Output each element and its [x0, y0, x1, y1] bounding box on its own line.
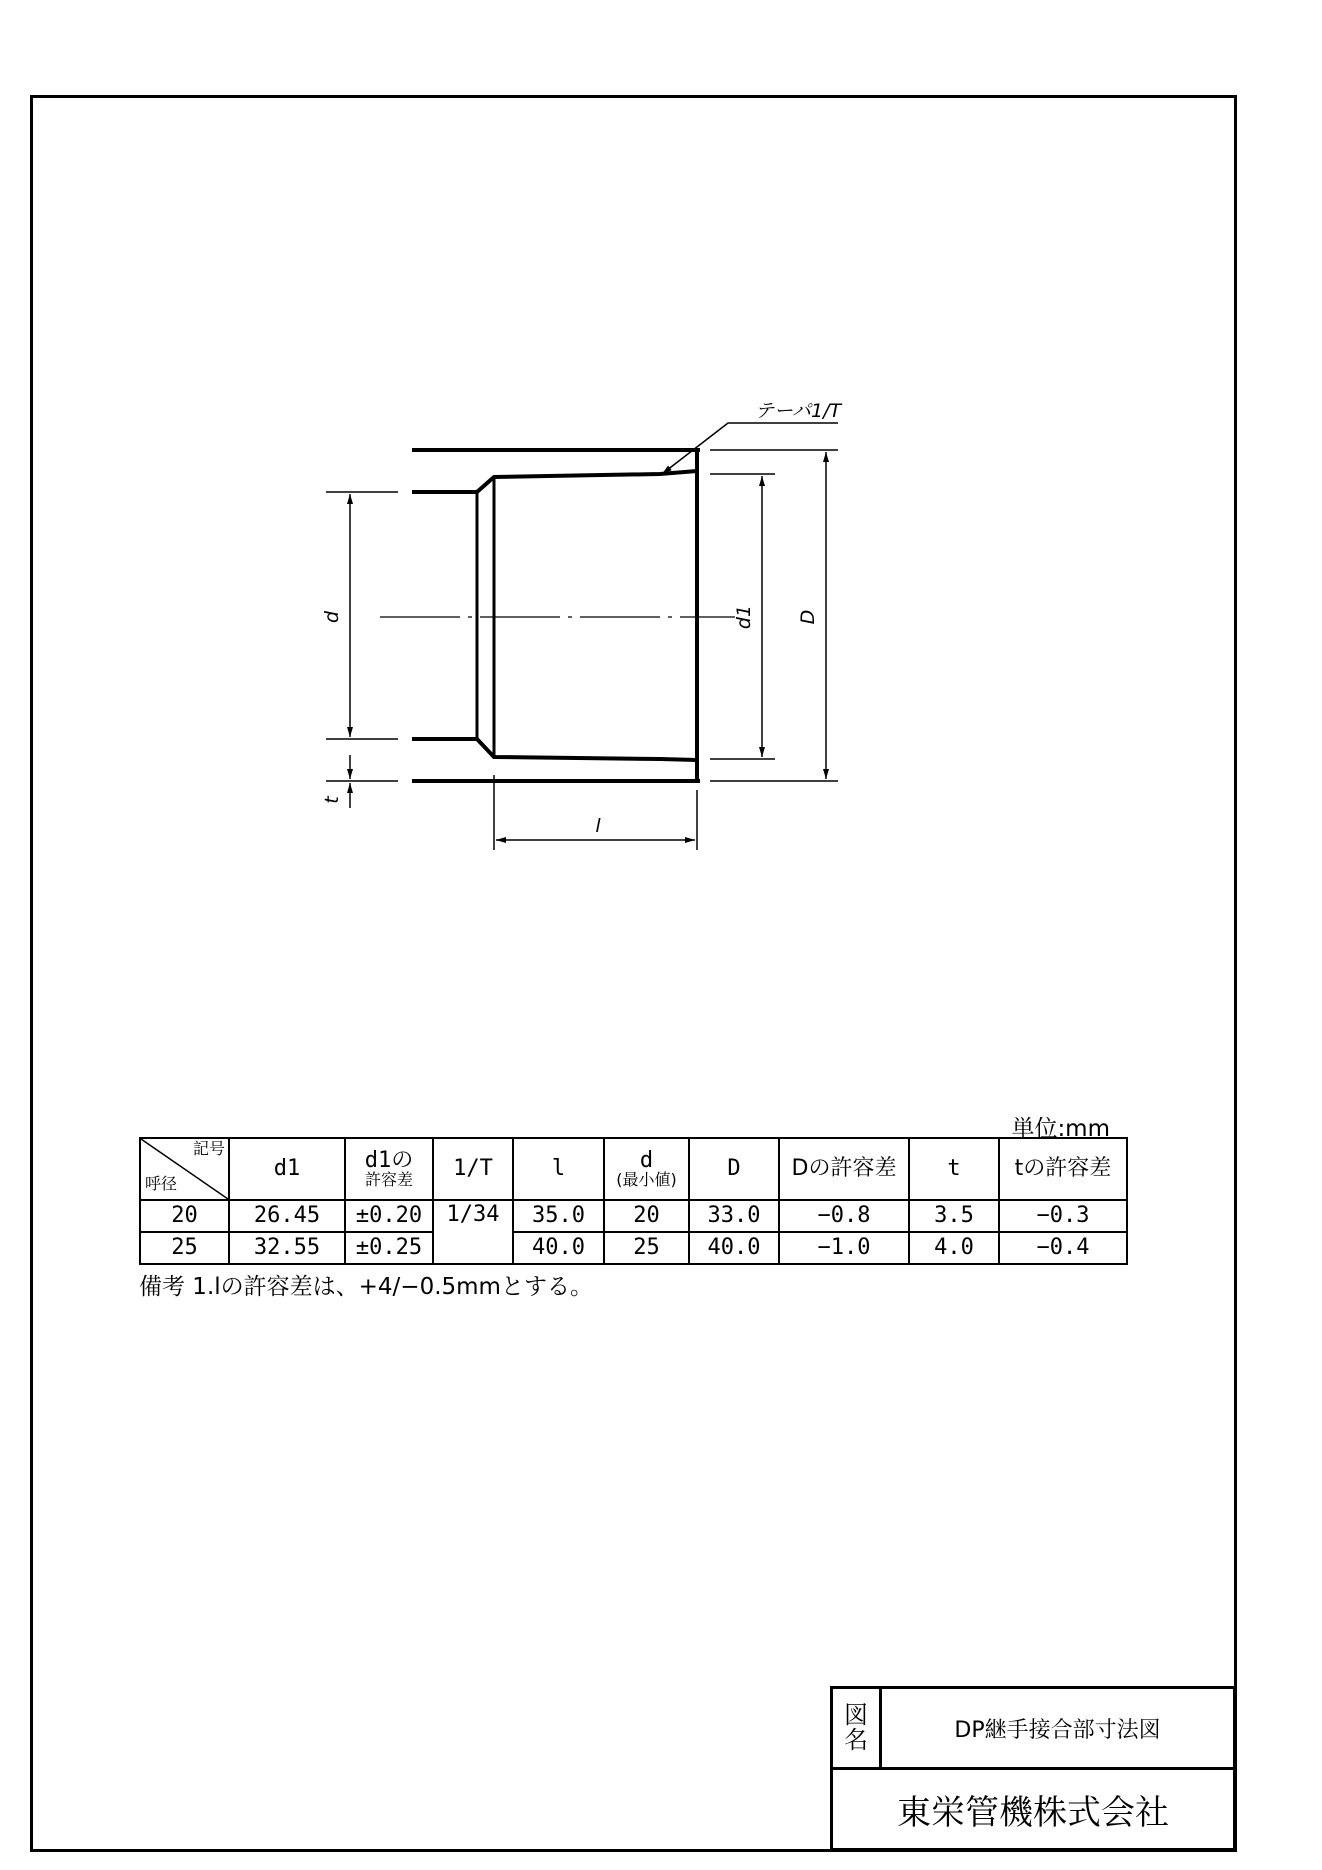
- cell-t-tol: −0.3: [999, 1200, 1127, 1232]
- drawing-name: DP継手接合部寸法図: [879, 1686, 1236, 1770]
- corner-kigo: 記号: [192, 1139, 225, 1158]
- dimension-table: [139, 1137, 1128, 1265]
- cell-d1: 26.45: [229, 1200, 345, 1232]
- cell-D: 40.0: [689, 1232, 779, 1264]
- header-taper: 1/T: [433, 1138, 513, 1200]
- cell-nominal: 20: [140, 1200, 229, 1232]
- dim-label-D: D: [797, 609, 819, 625]
- cell-d: 20: [604, 1200, 689, 1232]
- cell-l: 40.0: [513, 1232, 604, 1264]
- dimension-lines: [350, 423, 838, 840]
- pipe-outline: [380, 450, 735, 781]
- cell-t: 3.5: [909, 1200, 999, 1232]
- cell-d1-tol: ±0.20: [345, 1200, 433, 1232]
- title-block-label: [830, 1686, 882, 1770]
- header-d-top: d: [639, 1148, 654, 1174]
- table-row: [140, 1232, 1127, 1264]
- corner-yobi: 呼径: [145, 1174, 178, 1194]
- cell-d1-tol: ±0.25: [345, 1232, 433, 1264]
- corner-header: [140, 1138, 229, 1200]
- header-D-tol: Dの許容差: [779, 1138, 909, 1200]
- table-row: [140, 1200, 1127, 1232]
- label-mei: 名: [844, 1726, 868, 1754]
- remarks-note: 備考 1.lの許容差は、+4/−0.5mmとする。: [139, 1274, 593, 1300]
- header-d1: d1: [229, 1138, 345, 1200]
- cell-d1: 32.55: [229, 1232, 345, 1264]
- header-l: l: [513, 1138, 604, 1200]
- title-block: [830, 1686, 1236, 1851]
- taper-label: テーパ1/T: [755, 400, 842, 422]
- company-name: 東栄管機株式会社: [830, 1767, 1236, 1851]
- cell-D-tol: −0.8: [779, 1200, 909, 1232]
- cell-D-tol: −1.0: [779, 1232, 909, 1264]
- header-d: [604, 1138, 689, 1200]
- extension-lines: [326, 450, 838, 850]
- dim-label-t: t: [321, 796, 343, 804]
- dim-label-d: d: [321, 610, 343, 624]
- cell-l: 35.0: [513, 1200, 604, 1232]
- header-D: D: [689, 1138, 779, 1200]
- label-zu: 図: [844, 1700, 868, 1729]
- header-d1-tol-top: d1の: [364, 1148, 414, 1174]
- cell-taper: 1/34: [433, 1200, 513, 1264]
- cell-D: 33.0: [689, 1200, 779, 1232]
- cell-t: 4.0: [909, 1232, 999, 1264]
- cell-d: 25: [604, 1232, 689, 1264]
- cell-t-tol: −0.4: [999, 1232, 1127, 1264]
- header-d-bottom: (最小値): [616, 1170, 677, 1190]
- header-d1-tol-bottom: 許容差: [364, 1170, 413, 1190]
- dim-label-d1: d1: [733, 604, 755, 630]
- cell-nominal: 25: [140, 1232, 229, 1264]
- dim-label-l: l: [595, 815, 601, 837]
- header-t-tol: tの許容差: [999, 1138, 1127, 1200]
- unit-label: 単位:mm: [1011, 1116, 1110, 1142]
- header-d1-tol: [345, 1138, 433, 1200]
- header-t: t: [909, 1138, 999, 1200]
